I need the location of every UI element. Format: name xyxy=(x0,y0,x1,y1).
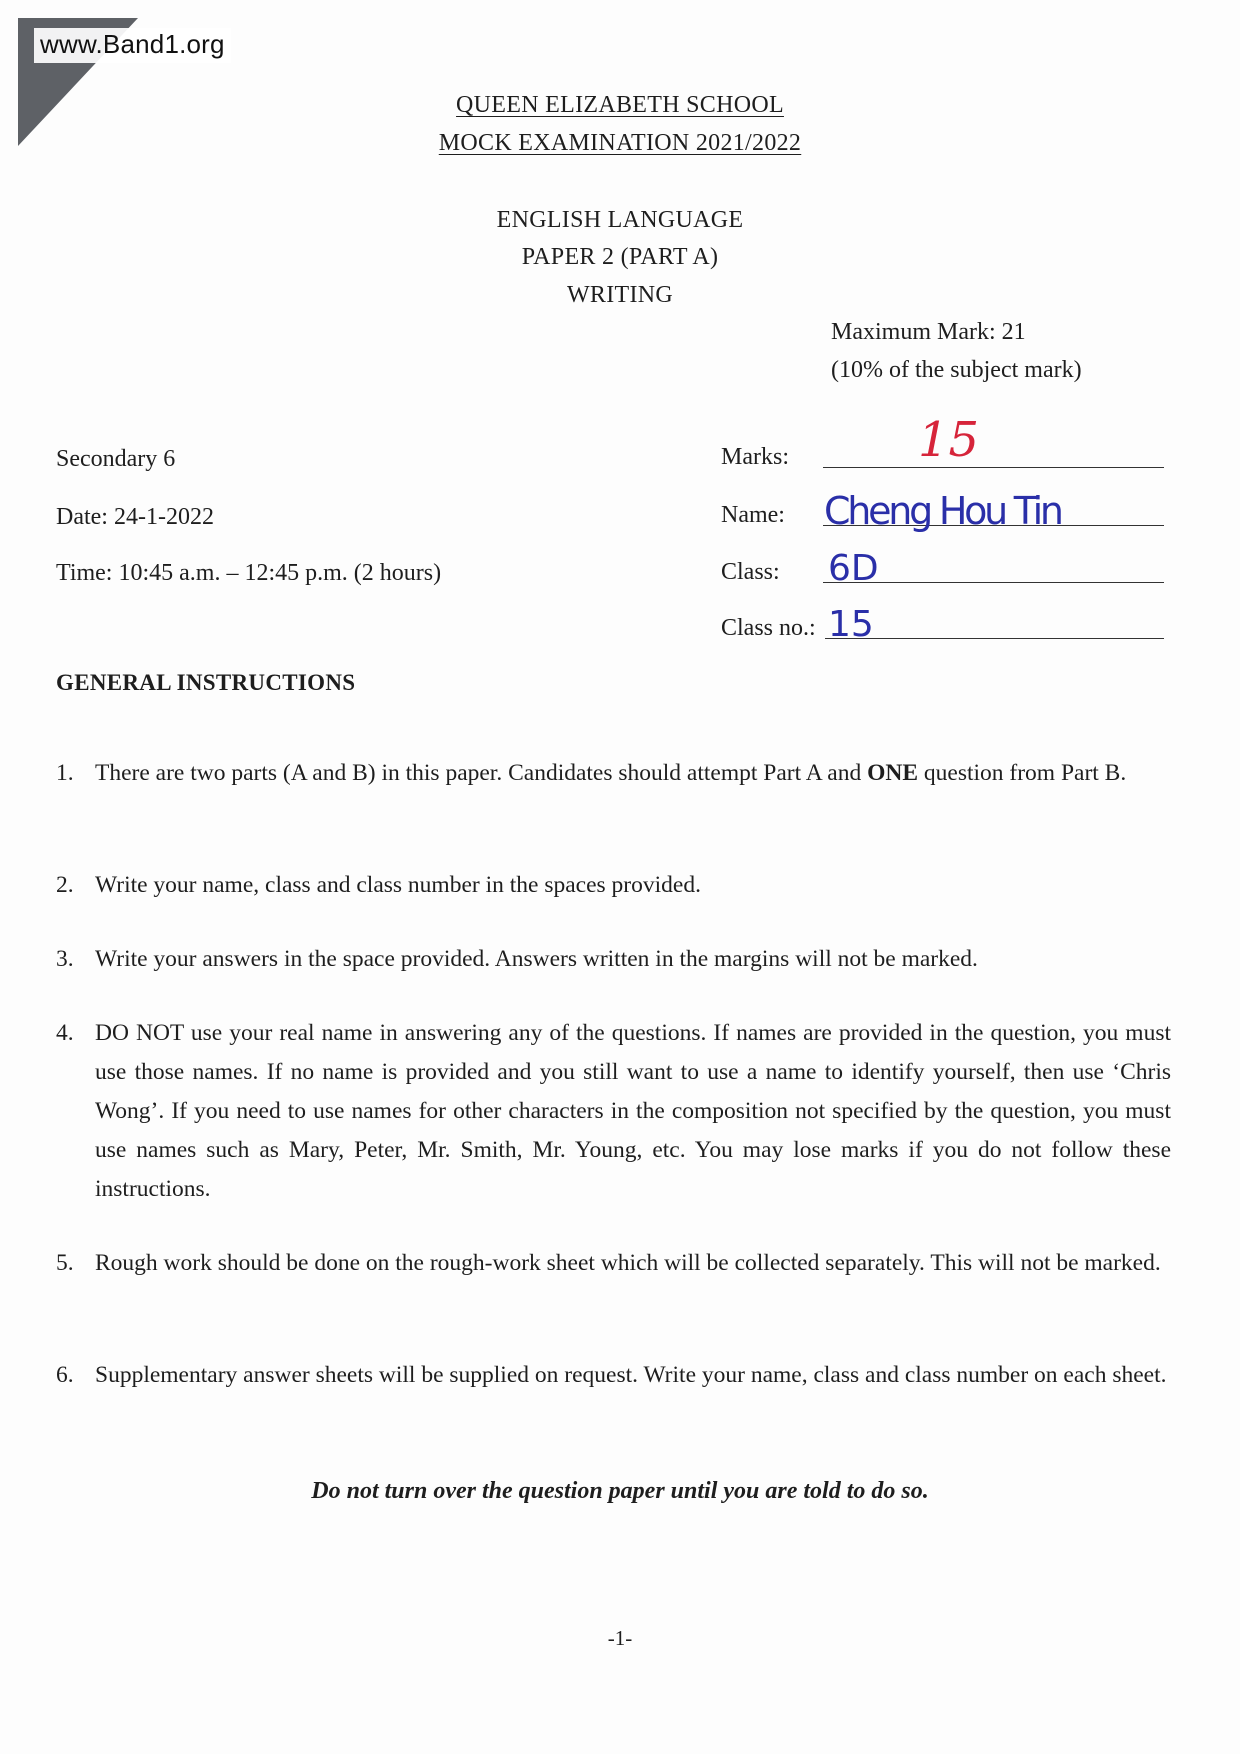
classno-label: Class no.: xyxy=(721,615,816,641)
marks-handwritten xyxy=(910,398,1002,466)
instructions-heading: GENERAL INSTRUCTIONS xyxy=(56,670,356,695)
instruction-text-part: There are two parts (A and B) in this paper. Candidates should attempt Part A and xyxy=(95,760,868,786)
instruction-number: 6. xyxy=(56,1362,74,1388)
instruction-text-part: question from Part B. xyxy=(918,760,1127,786)
instruction-text xyxy=(95,754,1171,793)
section-title: WRITING xyxy=(566,282,674,308)
subject-title: ENGLISH LANGUAGE xyxy=(496,207,744,233)
instruction-4 xyxy=(56,1014,1171,1209)
watermark-text: www.Band1.org xyxy=(34,28,231,63)
instruction-text: Rough work should be done on the rough-work sheet which will be collected separately. This will not be marked. xyxy=(95,1250,1161,1276)
instruction-number: 5. xyxy=(56,1250,74,1276)
name-label: Name: xyxy=(721,502,785,528)
instruction-text: Supplementary answer sheets will be supplied on request. Write your name, class and class number on each sheet. xyxy=(95,1362,1167,1388)
class-label: Class: xyxy=(721,559,780,585)
instruction-number: 2. xyxy=(56,872,74,898)
classno-handwritten xyxy=(826,592,886,644)
instruction-text: Write your name, class and class number in the spaces provided. xyxy=(95,872,701,898)
classno-value: 15 xyxy=(828,604,874,644)
mark-percentage: (10% of the subject mark) xyxy=(831,357,1082,383)
instruction-text: Write your answers in the space provided. Answers written in the margins will not be marked. xyxy=(95,946,978,972)
paper-title: PAPER 2 (PART A) xyxy=(521,244,719,270)
instruction-number: 1. xyxy=(56,760,74,786)
instruction-1 xyxy=(56,754,1171,793)
time-label: Time: 10:45 a.m. – 12:45 p.m. (2 hours) xyxy=(56,560,442,586)
marks-label: Marks: xyxy=(721,444,789,470)
name-handwritten xyxy=(822,474,1082,536)
class-value: 6D xyxy=(828,548,879,588)
instruction-emphasis: ONE xyxy=(867,760,919,786)
instruction-text: DO NOT use your real name in answering any of the questions. If names are provided in the question, you must use those names. If no name is provided and you still want to use a name to identify yourself, then use ‘Chris Wong’. If you need to use names for other characters in the composition not specified by the question, you must use names such as Mary, Peter, Mr. Smith, Mr. Young, etc. You may lose marks if you do not follow these instructions. xyxy=(95,1020,1171,1202)
instruction-3 xyxy=(56,940,1171,979)
level-label: Secondary 6 xyxy=(56,446,176,472)
page-number: -1- xyxy=(607,1626,633,1650)
instruction-6 xyxy=(56,1356,1171,1395)
marks-line xyxy=(823,467,1164,468)
date-label: Date: 24-1-2022 xyxy=(56,504,214,530)
instruction-number: 4. xyxy=(56,1020,74,1046)
footer-note: Do not turn over the question paper until you are told to do so. xyxy=(311,1478,929,1504)
marks-value: 15 xyxy=(918,412,980,466)
school-title: QUEEN ELIZABETH SCHOOL xyxy=(456,92,784,118)
class-handwritten xyxy=(826,536,896,588)
maximum-mark: Maximum Mark: 21 xyxy=(831,319,1026,345)
instruction-5 xyxy=(56,1244,1171,1283)
exam-title: MOCK EXAMINATION 2021/2022 xyxy=(438,130,802,156)
name-value: Cheng Hou Tin xyxy=(824,489,1064,533)
instruction-number: 3. xyxy=(56,946,74,972)
instruction-2 xyxy=(56,866,1171,905)
